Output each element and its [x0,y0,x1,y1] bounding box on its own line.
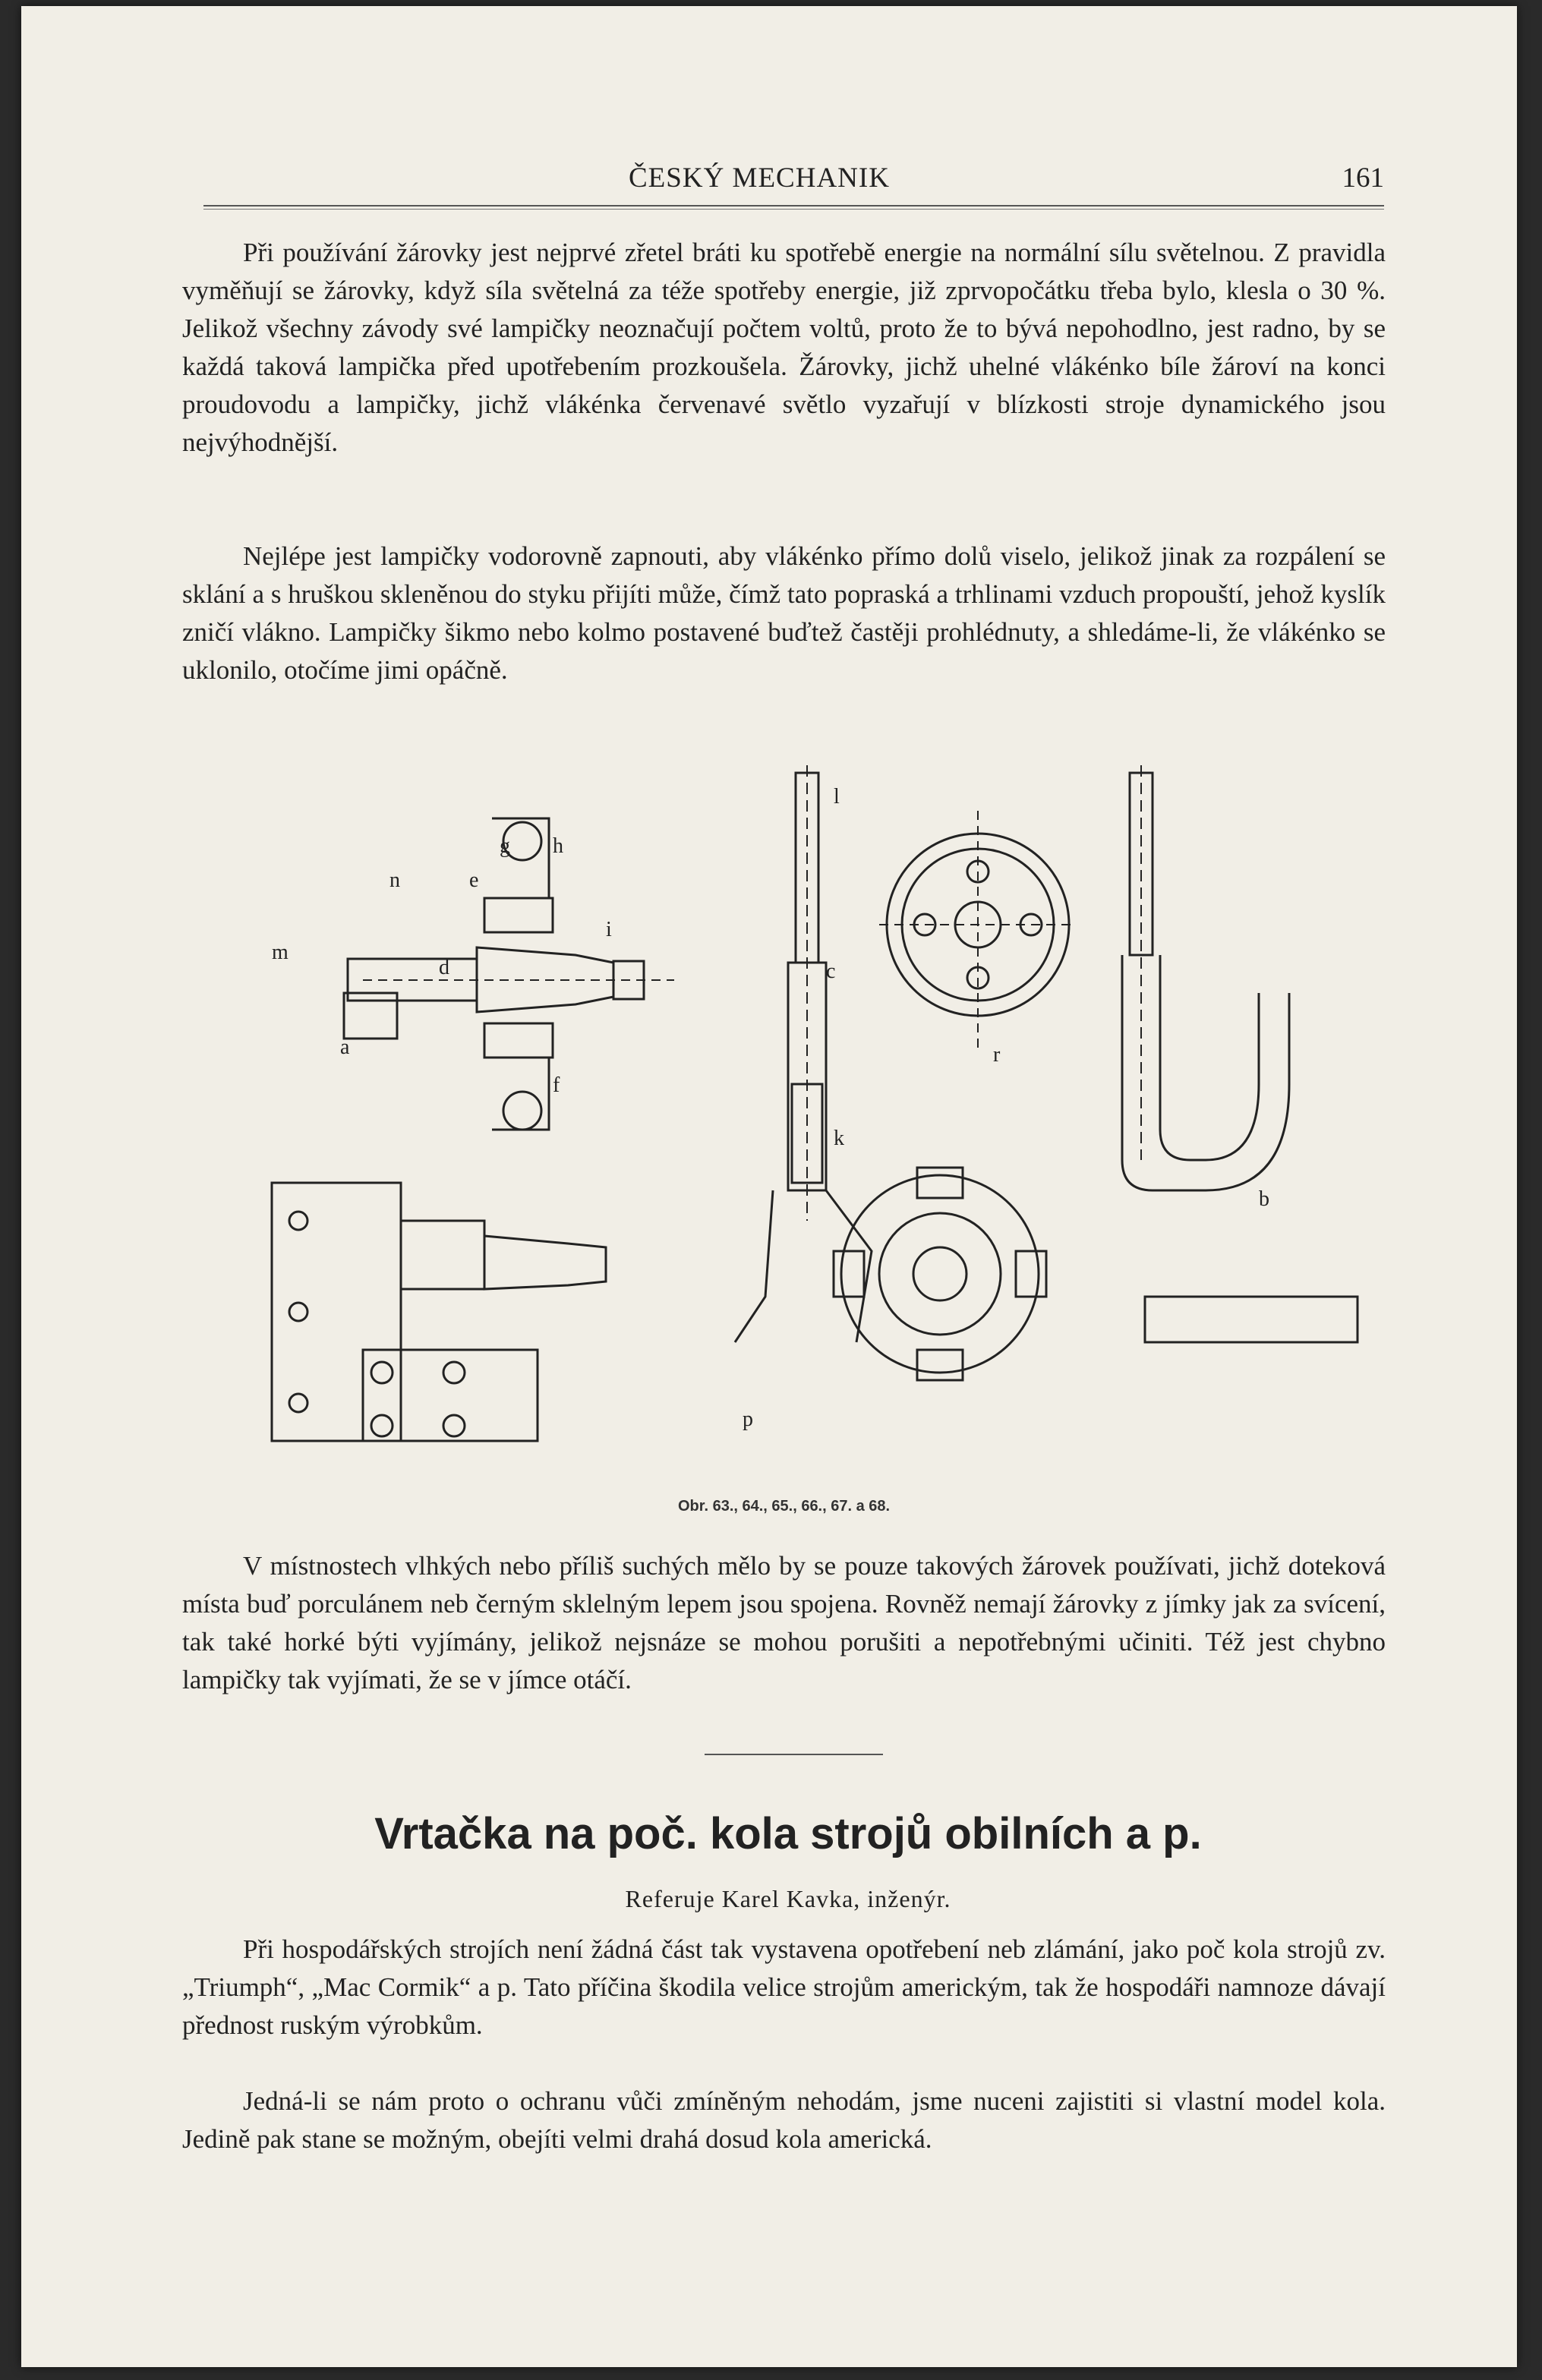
label-n: n [389,868,400,892]
fig64-hole-2 [289,1303,307,1321]
fig64-cone [484,1236,606,1289]
header-rule [203,205,1384,210]
fig63-flange-top [484,898,553,932]
fig67-lug-right [1016,1251,1046,1297]
fig67-lug-top [917,1168,963,1198]
fig64-bolt-4 [443,1415,465,1436]
fig67-hub-outer [841,1175,1039,1373]
fig67-hub-inner [879,1213,1001,1335]
fig64-hole-1 [289,1212,307,1230]
fig64-bolt-2 [443,1362,465,1383]
fig67-hub-center [913,1247,967,1300]
paragraph-1: Při používání žárovky jest nejprvé zřetel bráti ku spotřebě energie na normální sílu světelnou. Z pravidla vyměňují se žárovky, když síla světelná za téže spotřeby energie, již zprvopočátku třeba bylo, klesla o 30 %. Jelikož všechny závody své lampičky neoznačují počtem voltů, proto že to bývá nepohodlno, jest radno, by se každá taková lampička před upotřebením prozkoušela. Žárovky, jichž uhelné vlákénko bíle žároví na konci proudovodu a lampičky, jichž vlákénka červenavé světlo vyzařují v blízkosti stroje dynamického jsou nejvýhodnější. [182,238,1386,457]
fig67-lug-bottom [917,1350,963,1380]
document-page [21,6,1517,2367]
label-h: h [553,834,563,858]
label-a: a [340,1036,350,1059]
label-f: f [553,1073,560,1097]
label-b: b [1259,1187,1269,1211]
label-p: p [743,1408,753,1431]
paragraph-4: Při hospodářských strojích není žádná část tak vystavena opotřebení neb zlámání, jako poč kola strojů zv. „Triumph“, „Mac Cormik“ a p. Tato příčina škodila velice strojům americkým, tak že hospodáři namnoze dávají přednost ruským výrobkům. [182,1934,1386,2040]
label-l: l [834,785,840,809]
label-r: r [993,1043,1001,1067]
label-g: g [500,834,510,858]
technical-figure [249,765,1373,1486]
fig63-flange-bottom [484,1023,553,1058]
fig63-bolt-bottom [503,1092,541,1130]
fig64-body [401,1221,484,1289]
fig63-bracket-top [492,818,549,898]
fig68-bend [1206,993,1289,1190]
paragraph-3: V místnostech vlhkých nebo příliš suchých mělo by se pouze takových žárovek používati, jichž doteková místa buď porculánem neb černým sklelným lepem jsou spojena. Rovněž nemají žárovky z jímky jak za svícení, tak také horké býti vyjímány, jelikož nejsnáze se mohou porušiti a nepotřebnými učiniti. Též jest chybno lampičky tak vyjímati, že se v jímce otáčí. [182,1551,1386,1694]
article-title: Vrtačka na poč. kola strojů obilních a p. [374,1809,1202,1858]
fig68-elbow [1122,955,1206,1190]
section-divider [705,1754,883,1755]
running-header [226,162,1384,200]
label-e: e [469,868,479,892]
label-c: c [826,960,836,983]
label-d: d [439,956,449,979]
fig67-lug-left [834,1251,864,1297]
label-k: k [834,1127,844,1150]
article-byline: Referuje Karel Kavka, inženýr. [625,1885,951,1912]
fig64-bolt-1 [371,1362,393,1383]
label-i: i [606,918,612,941]
paragraph-2: Nejlépe jest lampičky vodorovně zapnouti, aby vlákénko přímo dolů viselo, jelikož jinak za rozpálení se sklání a s hruškou skleněnou do styku přijíti může, čímž tato popraská a trhlinami vzduch propouští, jehož kyslík zničí vlákno. Lampičky šikmo nebo kolmo postavené buďtež častěji prohlédnuty, a shledáme-li, že vlákénko se uklonilo, otočíme jimi opáčně. [182,541,1386,685]
figure-drawing [249,765,1373,1486]
fig64-bolt-3 [371,1415,393,1436]
label-m: m [272,941,289,964]
journal-title: ČESKÝ MECHANIK [629,162,890,194]
fig64-base-plate [272,1183,401,1441]
page-number: 161 [1342,162,1384,194]
fig68-base [1145,1297,1358,1342]
figure-caption: Obr. 63., 64., 65., 66., 67. a 68. [678,1498,891,1515]
paragraph-5: Jedná-li se nám proto o ochranu vůči zmíněným nehodám, jsme nuceni zajistiti si vlastní model kola. Jedině pak stane se možným, obejíti velmi drahá dosud kola americká. [182,2086,1386,2154]
fig64-hole-3 [289,1394,307,1412]
